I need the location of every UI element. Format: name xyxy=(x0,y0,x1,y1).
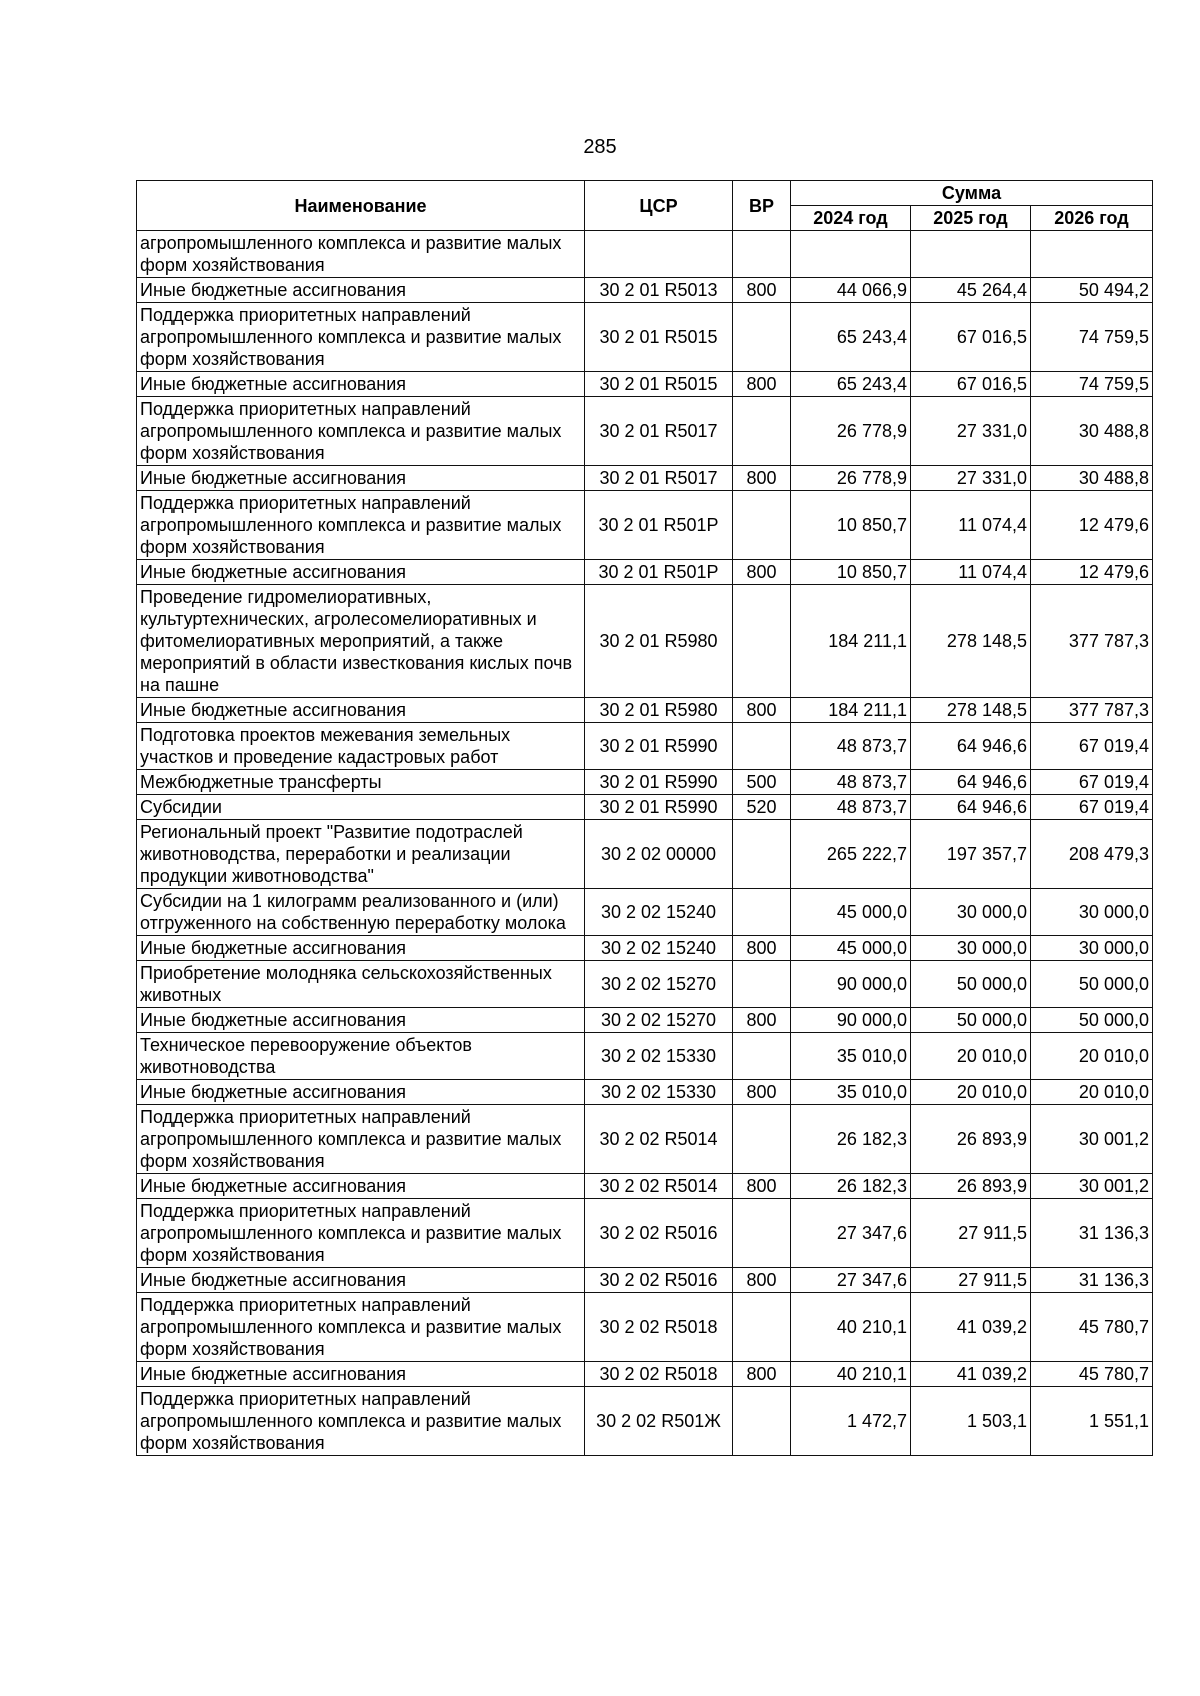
cell-2024: 26 182,3 xyxy=(791,1105,911,1174)
page-number: 285 xyxy=(583,136,617,158)
cell-name: Техническое перевооружение объектов животноводства xyxy=(137,1033,585,1080)
cell-2026: 50 000,0 xyxy=(1031,1008,1153,1033)
cell-vr xyxy=(733,889,791,936)
cell-vr xyxy=(733,961,791,1008)
cell-name: Иные бюджетные ассигнования xyxy=(137,466,585,491)
cell-csr: 30 2 01 R5990 xyxy=(585,770,733,795)
cell-vr: 800 xyxy=(733,278,791,303)
cell-csr: 30 2 01 R5990 xyxy=(585,723,733,770)
cell-vr xyxy=(733,723,791,770)
cell-vr xyxy=(733,303,791,372)
cell-name: Региональный проект "Развитие подотраслей животноводства, переработки и реализации продукции животноводства" xyxy=(137,820,585,889)
cell-2025: 197 357,7 xyxy=(911,820,1031,889)
cell-2025: 27 911,5 xyxy=(911,1199,1031,1268)
cell-2024: 35 010,0 xyxy=(791,1033,911,1080)
cell-vr xyxy=(733,1199,791,1268)
cell-vr: 800 xyxy=(733,466,791,491)
cell-2024: 40 210,1 xyxy=(791,1293,911,1362)
cell-vr xyxy=(733,1293,791,1362)
cell-vr xyxy=(733,397,791,466)
cell-vr: 800 xyxy=(733,1174,791,1199)
cell-csr: 30 2 02 15240 xyxy=(585,936,733,961)
cell-2025 xyxy=(911,231,1031,278)
cell-2026: 12 479,6 xyxy=(1031,560,1153,585)
table-row xyxy=(137,372,1153,397)
cell-csr: 30 2 02 R5014 xyxy=(585,1105,733,1174)
table-row xyxy=(137,560,1153,585)
budget-table xyxy=(136,180,1153,1456)
table-row xyxy=(137,1105,1153,1174)
cell-2026: 74 759,5 xyxy=(1031,303,1153,372)
cell-name: Иные бюджетные ассигнования xyxy=(137,1174,585,1199)
cell-name: Поддержка приоритетных направлений агропромышленного комплекса и развитие малых форм хозяйствования xyxy=(137,303,585,372)
table-row xyxy=(137,1033,1153,1080)
cell-2024: 48 873,7 xyxy=(791,770,911,795)
cell-csr xyxy=(585,231,733,278)
cell-name: Проведение гидромелиоративных, культуртехнических, агролесомелиоративных и фитомелиоративных мероприятий, а также мероприятий в области известкования кислых почв на пашне xyxy=(137,585,585,698)
cell-csr: 30 2 02 R501Ж xyxy=(585,1387,733,1456)
cell-2025: 50 000,0 xyxy=(911,1008,1031,1033)
table-row xyxy=(137,820,1153,889)
cell-2024: 10 850,7 xyxy=(791,491,911,560)
cell-2026: 74 759,5 xyxy=(1031,372,1153,397)
cell-vr xyxy=(733,1105,791,1174)
cell-2024: 65 243,4 xyxy=(791,372,911,397)
cell-name: агропромышленного комплекса и развитие малых форм хозяйствования xyxy=(137,231,585,278)
cell-name: Иные бюджетные ассигнования xyxy=(137,372,585,397)
cell-2025: 26 893,9 xyxy=(911,1105,1031,1174)
cell-vr xyxy=(733,491,791,560)
cell-2024: 48 873,7 xyxy=(791,723,911,770)
table-row xyxy=(137,585,1153,698)
cell-2025: 45 264,4 xyxy=(911,278,1031,303)
cell-vr: 500 xyxy=(733,770,791,795)
header-name: Наименование xyxy=(137,181,585,231)
cell-2026: 20 010,0 xyxy=(1031,1080,1153,1105)
cell-vr: 800 xyxy=(733,1268,791,1293)
cell-vr xyxy=(733,231,791,278)
cell-vr xyxy=(733,1387,791,1456)
cell-2026: 1 551,1 xyxy=(1031,1387,1153,1456)
cell-csr: 30 2 02 15270 xyxy=(585,961,733,1008)
cell-csr: 30 2 01 R5013 xyxy=(585,278,733,303)
cell-csr: 30 2 01 R5990 xyxy=(585,795,733,820)
cell-name: Субсидии на 1 килограмм реализованного и (или) отгруженного на собственную переработку молока xyxy=(137,889,585,936)
header-csr: ЦСР xyxy=(585,181,733,231)
cell-2026: 67 019,4 xyxy=(1031,723,1153,770)
cell-2025: 11 074,4 xyxy=(911,560,1031,585)
table-row xyxy=(137,723,1153,770)
cell-name: Иные бюджетные ассигнования xyxy=(137,1362,585,1387)
table-row xyxy=(137,303,1153,372)
cell-name: Приобретение молодняка сельскохозяйственных животных xyxy=(137,961,585,1008)
cell-2024: 45 000,0 xyxy=(791,889,911,936)
table-row xyxy=(137,1199,1153,1268)
cell-vr xyxy=(733,1033,791,1080)
cell-name: Поддержка приоритетных направлений агропромышленного комплекса и развитие малых форм хозяйствования xyxy=(137,1387,585,1456)
cell-2026: 50 494,2 xyxy=(1031,278,1153,303)
cell-name: Межбюджетные трансферты xyxy=(137,770,585,795)
cell-2025: 30 000,0 xyxy=(911,936,1031,961)
cell-2025: 26 893,9 xyxy=(911,1174,1031,1199)
cell-2026: 377 787,3 xyxy=(1031,698,1153,723)
cell-2025: 278 148,5 xyxy=(911,585,1031,698)
cell-2024: 27 347,6 xyxy=(791,1268,911,1293)
cell-2025: 67 016,5 xyxy=(911,372,1031,397)
cell-2024: 90 000,0 xyxy=(791,961,911,1008)
cell-name: Поддержка приоритетных направлений агропромышленного комплекса и развитие малых форм хозяйствования xyxy=(137,491,585,560)
cell-csr: 30 2 02 R5018 xyxy=(585,1293,733,1362)
cell-name: Иные бюджетные ассигнования xyxy=(137,1080,585,1105)
cell-vr xyxy=(733,585,791,698)
cell-2025: 27 911,5 xyxy=(911,1268,1031,1293)
cell-2024: 44 066,9 xyxy=(791,278,911,303)
cell-2026: 31 136,3 xyxy=(1031,1268,1153,1293)
cell-vr xyxy=(733,820,791,889)
table-row xyxy=(137,961,1153,1008)
cell-vr: 800 xyxy=(733,560,791,585)
cell-2026: 20 010,0 xyxy=(1031,1033,1153,1080)
cell-2024: 10 850,7 xyxy=(791,560,911,585)
cell-2025: 27 331,0 xyxy=(911,466,1031,491)
cell-csr: 30 2 02 R5016 xyxy=(585,1199,733,1268)
cell-2026: 31 136,3 xyxy=(1031,1199,1153,1268)
cell-2024: 265 222,7 xyxy=(791,820,911,889)
cell-2025: 278 148,5 xyxy=(911,698,1031,723)
cell-2025: 41 039,2 xyxy=(911,1293,1031,1362)
header-sum: Сумма xyxy=(791,181,1153,206)
cell-csr: 30 2 01 R5015 xyxy=(585,303,733,372)
cell-name: Иные бюджетные ассигнования xyxy=(137,698,585,723)
cell-name: Поддержка приоритетных направлений агропромышленного комплекса и развитие малых форм хозяйствования xyxy=(137,397,585,466)
cell-2025: 41 039,2 xyxy=(911,1362,1031,1387)
cell-name: Иные бюджетные ассигнования xyxy=(137,1268,585,1293)
cell-2024: 65 243,4 xyxy=(791,303,911,372)
cell-2025: 11 074,4 xyxy=(911,491,1031,560)
cell-2024 xyxy=(791,231,911,278)
table-row xyxy=(137,1362,1153,1387)
cell-csr: 30 2 02 15330 xyxy=(585,1033,733,1080)
cell-name: Иные бюджетные ассигнования xyxy=(137,278,585,303)
cell-name: Поддержка приоритетных направлений агропромышленного комплекса и развитие малых форм хозяйствования xyxy=(137,1105,585,1174)
cell-2025: 20 010,0 xyxy=(911,1033,1031,1080)
table-row xyxy=(137,1174,1153,1199)
cell-name: Подготовка проектов межевания земельных участков и проведение кадастровых работ xyxy=(137,723,585,770)
cell-vr: 800 xyxy=(733,1008,791,1033)
header-vr: ВР xyxy=(733,181,791,231)
cell-2026: 30 001,2 xyxy=(1031,1105,1153,1174)
table-row xyxy=(137,1008,1153,1033)
cell-csr: 30 2 01 R5980 xyxy=(585,698,733,723)
table-row xyxy=(137,397,1153,466)
cell-2024: 45 000,0 xyxy=(791,936,911,961)
cell-2026: 30 000,0 xyxy=(1031,936,1153,961)
table-row xyxy=(137,1080,1153,1105)
table-row xyxy=(137,1268,1153,1293)
cell-2024: 35 010,0 xyxy=(791,1080,911,1105)
cell-2024: 26 778,9 xyxy=(791,466,911,491)
table-row xyxy=(137,466,1153,491)
cell-csr: 30 2 02 15330 xyxy=(585,1080,733,1105)
cell-2026: 30 000,0 xyxy=(1031,889,1153,936)
table-row xyxy=(137,1387,1153,1456)
cell-2024: 48 873,7 xyxy=(791,795,911,820)
cell-2024: 26 778,9 xyxy=(791,397,911,466)
cell-2025: 64 946,6 xyxy=(911,770,1031,795)
cell-vr: 800 xyxy=(733,936,791,961)
cell-csr: 30 2 02 R5014 xyxy=(585,1174,733,1199)
cell-2024: 90 000,0 xyxy=(791,1008,911,1033)
cell-2026 xyxy=(1031,231,1153,278)
cell-csr: 30 2 02 00000 xyxy=(585,820,733,889)
cell-2025: 30 000,0 xyxy=(911,889,1031,936)
cell-vr: 800 xyxy=(733,372,791,397)
cell-vr: 800 xyxy=(733,1362,791,1387)
cell-2024: 184 211,1 xyxy=(791,698,911,723)
cell-2025: 64 946,6 xyxy=(911,723,1031,770)
cell-2025: 50 000,0 xyxy=(911,961,1031,1008)
cell-2026: 67 019,4 xyxy=(1031,770,1153,795)
cell-name: Субсидии xyxy=(137,795,585,820)
cell-2026: 50 000,0 xyxy=(1031,961,1153,1008)
header-2024: 2024 год xyxy=(791,206,911,231)
cell-2024: 184 211,1 xyxy=(791,585,911,698)
cell-2024: 26 182,3 xyxy=(791,1174,911,1199)
cell-2025: 64 946,6 xyxy=(911,795,1031,820)
table-row xyxy=(137,278,1153,303)
cell-name: Поддержка приоритетных направлений агропромышленного комплекса и развитие малых форм хозяйствования xyxy=(137,1293,585,1362)
table-row xyxy=(137,491,1153,560)
table-row xyxy=(137,795,1153,820)
cell-2025: 20 010,0 xyxy=(911,1080,1031,1105)
cell-2026: 30 488,8 xyxy=(1031,397,1153,466)
cell-csr: 30 2 02 R5016 xyxy=(585,1268,733,1293)
cell-2024: 40 210,1 xyxy=(791,1362,911,1387)
cell-2025: 27 331,0 xyxy=(911,397,1031,466)
cell-2025: 67 016,5 xyxy=(911,303,1031,372)
table-row xyxy=(137,698,1153,723)
cell-2026: 45 780,7 xyxy=(1031,1362,1153,1387)
table-body xyxy=(137,231,1153,1456)
cell-csr: 30 2 02 15240 xyxy=(585,889,733,936)
cell-2025: 1 503,1 xyxy=(911,1387,1031,1456)
cell-csr: 30 2 01 R501P xyxy=(585,491,733,560)
table-row xyxy=(137,1293,1153,1362)
cell-name: Иные бюджетные ассигнования xyxy=(137,936,585,961)
cell-csr: 30 2 01 R5017 xyxy=(585,466,733,491)
table-row xyxy=(137,231,1153,278)
cell-vr: 520 xyxy=(733,795,791,820)
header-2025: 2025 год xyxy=(911,206,1031,231)
cell-2026: 67 019,4 xyxy=(1031,795,1153,820)
cell-csr: 30 2 02 15270 xyxy=(585,1008,733,1033)
cell-2024: 1 472,7 xyxy=(791,1387,911,1456)
cell-csr: 30 2 01 R501P xyxy=(585,560,733,585)
cell-2026: 377 787,3 xyxy=(1031,585,1153,698)
table-header xyxy=(137,181,1153,231)
table-row xyxy=(137,889,1153,936)
cell-name: Иные бюджетные ассигнования xyxy=(137,560,585,585)
cell-2026: 30 488,8 xyxy=(1031,466,1153,491)
cell-csr: 30 2 01 R5980 xyxy=(585,585,733,698)
cell-2024: 27 347,6 xyxy=(791,1199,911,1268)
cell-vr: 800 xyxy=(733,698,791,723)
cell-vr: 800 xyxy=(733,1080,791,1105)
cell-csr: 30 2 02 R5018 xyxy=(585,1362,733,1387)
cell-name: Иные бюджетные ассигнования xyxy=(137,1008,585,1033)
cell-2026: 30 001,2 xyxy=(1031,1174,1153,1199)
cell-name: Поддержка приоритетных направлений агропромышленного комплекса и развитие малых форм хозяйствования xyxy=(137,1199,585,1268)
table-row xyxy=(137,770,1153,795)
header-2026: 2026 год xyxy=(1031,206,1153,231)
cell-csr: 30 2 01 R5017 xyxy=(585,397,733,466)
cell-2026: 208 479,3 xyxy=(1031,820,1153,889)
cell-2026: 12 479,6 xyxy=(1031,491,1153,560)
cell-2026: 45 780,7 xyxy=(1031,1293,1153,1362)
table-row xyxy=(137,936,1153,961)
cell-csr: 30 2 01 R5015 xyxy=(585,372,733,397)
